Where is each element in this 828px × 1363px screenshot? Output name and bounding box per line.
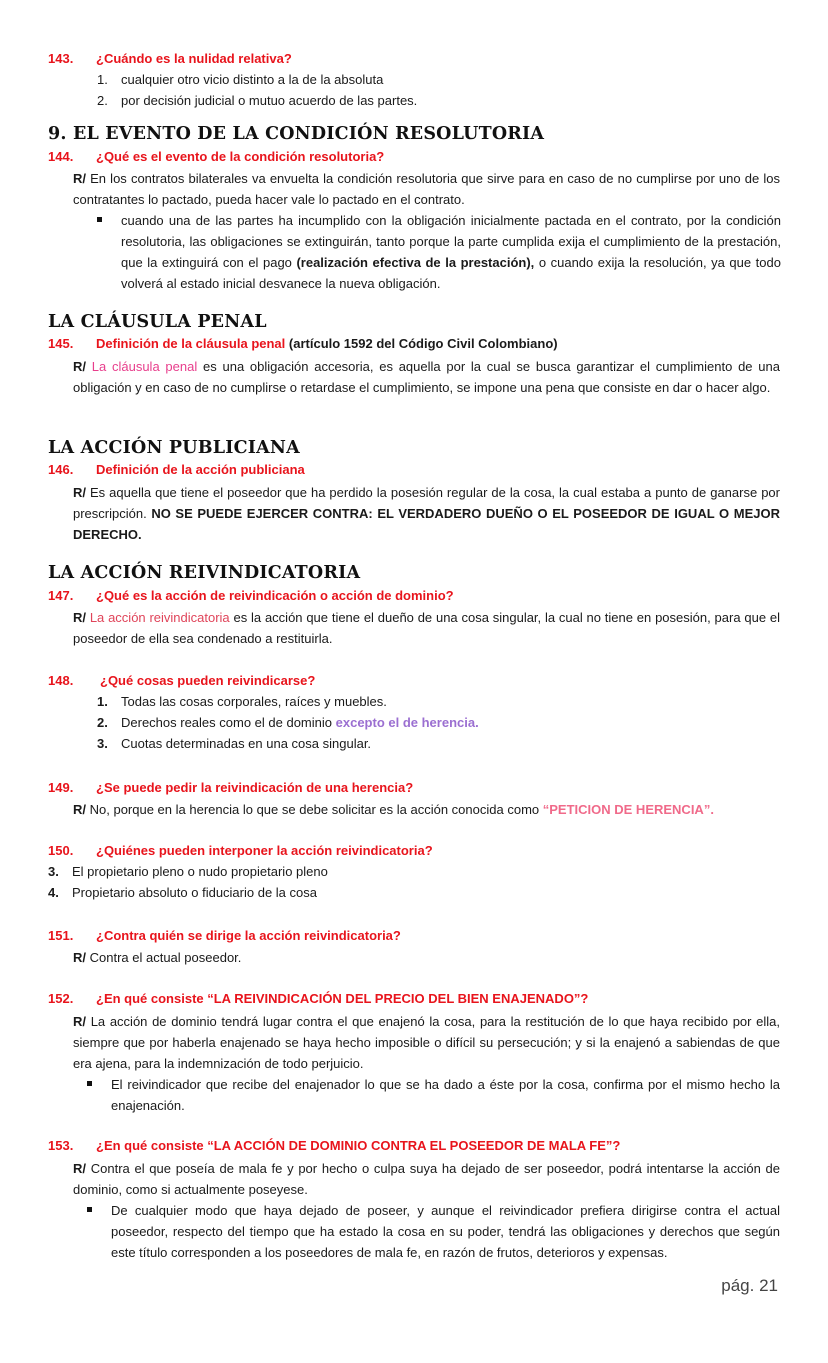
list-item: 1. cualquier otro vicio distinto a la de la absoluta [97, 72, 384, 87]
question-143: 143. ¿Cuándo es la nulidad relativa? [48, 51, 292, 66]
list-item: 4. Propietario absoluto o fiduciario de la cosa [48, 885, 317, 900]
list-item: 1. Todas las cosas corporales, raíces y muebles. [97, 694, 387, 709]
question-146: 146. Definición de la acción publiciana [48, 462, 305, 477]
answer-151: R/ Contra el actual poseedor. [73, 950, 242, 965]
question-151: 151. ¿Contra quién se dirige la acción reivindicatoria? [48, 928, 401, 943]
bullet-square-icon [87, 1207, 92, 1212]
answer-152: R/ La acción de dominio tendrá lugar contra el que enajenó la cosa, para la restitución de lo que haya recibido por ella, siempre que por haberla enajenado se haya hecho imposible o difícil su persecución; y si la enajenó a sabiendas de que era ajena, para la indemnización de todo perjuicio. [73, 1014, 780, 1071]
question-147: 147. ¿Qué es la acción de reivindicación o acción de dominio? [48, 588, 454, 603]
question-152: 152. ¿En qué consiste “LA REIVINDICACIÓN DEL PRECIO DEL BIEN ENAJENADO”? [48, 991, 589, 1006]
bullet-144: cuando una de las partes ha incumplido con la obligación inicialmente pactada en el contrato, por la condición resolutoria, las obligaciones se extinguirán, tanto porque la parte cumplida exija el cumplimiento de la prestación, que la extinguirá con el pago (realización efectiva de la prestación), o cuando exija la resolución, ya que todo volverá al estado inicial desvanece la nueva obligación. [121, 210, 781, 294]
answer-149: R/ No, porque en la herencia lo que se debe solicitar es la acción conocida como “PETICION DE HERENCIA”. [73, 802, 714, 817]
question-148: 148. ¿Qué cosas pueden reivindicarse? [48, 673, 316, 688]
list-item: 2. Derechos reales como el de dominio excepto el de herencia. [97, 715, 479, 730]
bullet-square-icon [87, 1081, 92, 1086]
answer-153: R/ Contra el que poseía de mala fe y por hecho o culpa suya ha dejado de ser poseedor, podrá intentarse la acción de dominio, como si actualmente poseyese. [73, 1161, 780, 1197]
section-heading: 9. EL EVENTO DE LA CONDICIÓN RESOLUTORIA [48, 124, 545, 144]
question-145: 145. Definición de la cláusula penal (artículo 1592 del Código Civil Colombiano) [48, 336, 558, 351]
answer-146: R/ Es aquella que tiene el poseedor que ha perdido la posesión regular de la cosa, la cual estaba a punto de ganarse por prescripción. NO SE PUEDE EJERCER CONTRA: EL VERDADERO DUEÑO O EL POSEEDOR DE IGUAL O MEJOR DERECHO. [73, 485, 780, 542]
question-150: 150. ¿Quiénes pueden interponer la acción reivindicatoria? [48, 843, 433, 858]
list-item: 2. por decisión judicial o mutuo acuerdo de las partes. [97, 93, 418, 108]
bullet-152: El reivindicador que recibe del enajenador lo que se ha dado a éste por la cosa, confirma por el mismo hecho la enajenación. [111, 1074, 780, 1116]
answer-147: R/ La acción reivindicatoria es la acción que tiene el dueño de una cosa singular, la cual no tiene en posesión, para que el poseedor de ella sea condenado a restituirla. [73, 610, 780, 646]
list-item: 3. El propietario pleno o nudo propietario pleno [48, 864, 328, 879]
question-153: 153. ¿En qué consiste “LA ACCIÓN DE DOMINIO CONTRA EL POSEEDOR DE MALA FE”? [48, 1138, 621, 1153]
answer-144: R/ En los contratos bilaterales va envuelta la condición resolutoria que sirve para en caso de no cumplirse por uno de los contratantes lo pactado, pueda hacer vale lo pactado en el contrato. [73, 171, 780, 207]
bullet-153: De cualquier modo que haya dejado de poseer, y aunque el reivindicador prefiera dirigirse contra el actual poseedor, respecto del tiempo que ha estado la cosa en su poder, tendrá las obligaciones y derechos que según este título corresponden a los poseedores de mala fe, en razón de frutos, deterioros y expensas. [111, 1200, 780, 1263]
list-item: 3. Cuotas determinadas en una cosa singular. [97, 736, 372, 751]
page-number: pág. 21 [721, 1276, 778, 1295]
question-149: 149. ¿Se puede pedir la reivindicación de una herencia? [48, 780, 414, 795]
question-144: 144. ¿Qué es el evento de la condición resolutoria? [48, 149, 385, 164]
answer-145: R/ La cláusula penal es una obligación accesoria, es aquella por la cual se busca garantizar el cumplimiento de una obligación y en caso de no cumplirse o retardase el cumplimiento, se impone una pena que consiste en dar o hacer algo. [73, 359, 780, 395]
section-heading: LA ACCIÓN PUBLICIANA [48, 438, 300, 458]
section-heading: LA CLÁUSULA PENAL [48, 312, 267, 332]
section-heading: LA ACCIÓN REIVINDICATORIA [48, 563, 361, 583]
bullet-square-icon [97, 217, 102, 222]
